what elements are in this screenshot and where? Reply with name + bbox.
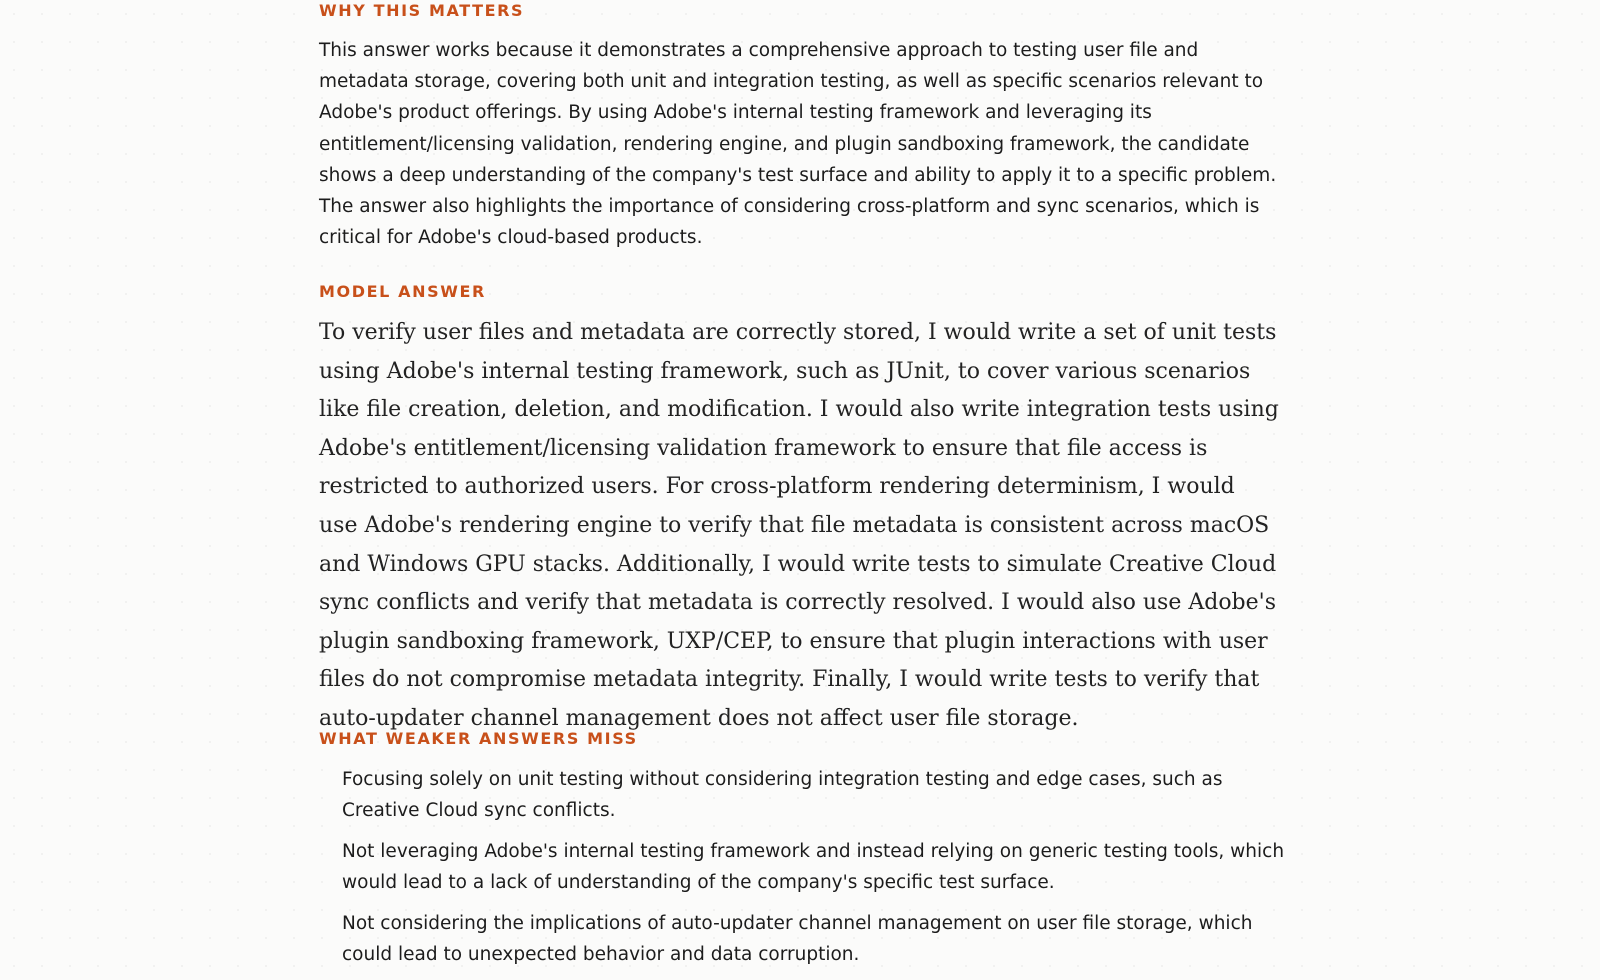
list-item: Not considering the implications of auto-updater channel management on user file storage, which could lead to unexpected behavior and data corruption. [342,913,1253,965]
weaker-answers-heading: WHAT WEAKER ANSWERS MISS [319,729,638,748]
model-answer-heading: MODEL ANSWER [319,282,486,301]
weaker-answers-list [342,764,1287,980]
list-item: Focusing solely on unit testing without considering integration testing and edge cases, such as Creative Cloud sync conflicts. [342,769,1223,821]
why-this-matters-text: This answer works because it demonstrates a comprehensive approach to testing user file and metadata storage, covering both unit and integration testing, as well as specific scenarios relevant to Adobe's product offerings. By using Adobe's internal testing framework and leveraging its entitlement/licensing validation, rendering engine, and plugin sandboxing framework, the candidate shows a deep understanding of the company's test surface and ability to apply it to a specific problem. The answer also highlights the importance of considering cross-platform and sync scenarios, which is critical for Adobe's cloud-based products. [319,40,1277,249]
why-this-matters-heading: WHY THIS MATTERS [319,1,525,20]
model-answer-text: To verify user files and metadata are correctly stored, I would write a set of unit tests using Adobe's internal testing framework, such as JUnit, to cover various scenarios like file creation, deletion, and modification. I would also write integration tests using Adobe's entitlement/licensing validation framework to ensure that file access is restricted to authorized users. For cross-platform rendering determinism, I would use Adobe's rendering engine to verify that file metadata is consistent across macOS and Windows GPU stacks. Additionally, I would write tests to simulate Creative Cloud sync conflicts and verify that metadata is correctly resolved. I would also use Adobe's plugin sandboxing framework, UXP/CEP, to ensure that plugin interactions with user files do not compromise metadata integrity. Finally, I would write tests to verify that auto-updater channel management does not affect user file storage. [319,320,1279,731]
list-item: Not leveraging Adobe's internal testing framework and instead relying on generic testing tools, which would lead to a lack of understanding of the company's specific test surface. [342,841,1285,893]
